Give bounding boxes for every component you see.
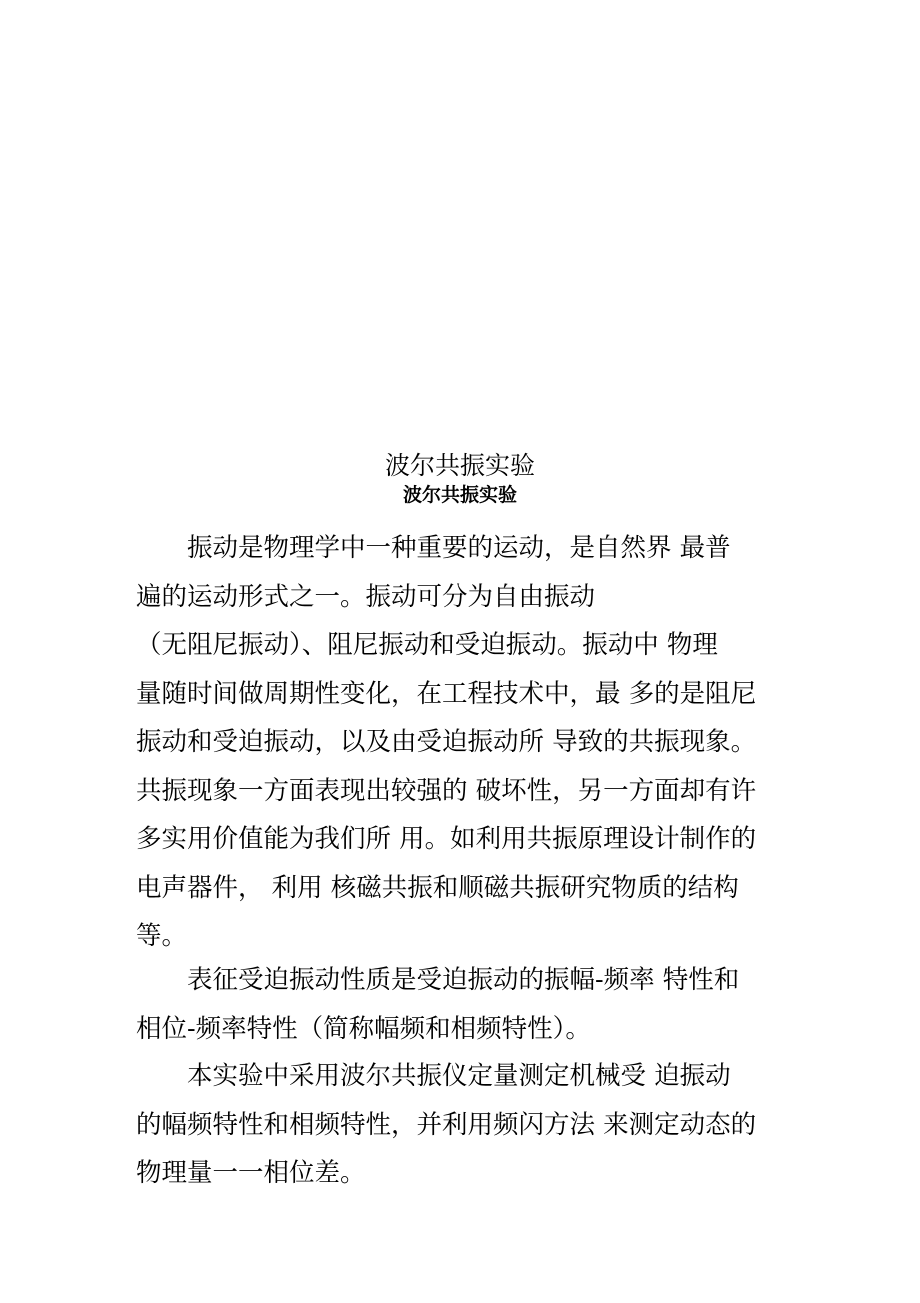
paragraph-line: 本实验中采用波尔共振仪定量测定机械受 迫振动 xyxy=(136,1061,731,1091)
paragraph-line: 遍的运动形式之一。振动可分为自由振动 xyxy=(136,581,596,612)
paragraph-line: （无阻尼振动）、阻尼振动和受迫振动。振动中 物理 xyxy=(136,630,718,660)
paragraph-line: 相位-频率特性（简称幅频和相频特性）。 xyxy=(136,1013,591,1044)
document-title: 波尔共振实验 xyxy=(384,451,535,480)
paragraph-line: 量随时间做周期性变化，在工程技术中，最 多的是阻尼 xyxy=(136,678,757,709)
paragraph-1 xyxy=(136,524,776,961)
paragraph-2 xyxy=(136,956,776,1053)
paragraph-line: 的幅频特性和相频特性，并利用频闪方法 来测定动态的 xyxy=(136,1109,757,1140)
paragraph-line: 物理量一一相位差。 xyxy=(136,1158,366,1188)
document-subtitle: 波尔共振实验 xyxy=(402,484,517,506)
paragraph-line: 共振现象一方面表现出较强的 破坏性，另一方面却有许 xyxy=(136,775,757,806)
paragraph-line: 振动和受迫振动，以及由受迫振动所 导致的共振现象。 xyxy=(136,727,757,757)
paragraph-3 xyxy=(136,1052,776,1198)
paragraph-line: 表征受迫振动性质是受迫振动的振幅-频率 特性和 xyxy=(136,965,740,995)
paragraph-line: 振动是物理学中一种重要的运动，是自然界 最普 xyxy=(136,533,731,563)
paragraph-line: 等。 xyxy=(136,921,188,951)
paragraph-line: 多实用价值能为我们所 用。如利用共振原理设计制作的 xyxy=(136,824,757,854)
paragraph-line: 电声器件， 利用 核磁共振和顺磁共振研究物质的结构 xyxy=(136,872,739,903)
